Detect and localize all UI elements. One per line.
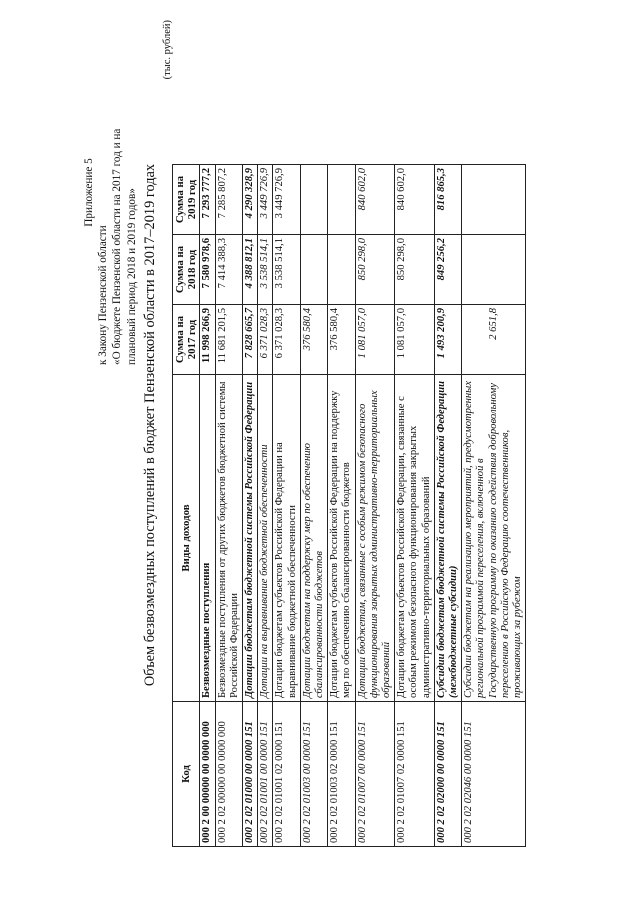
row-value-2017: 11 681 201,5	[215, 305, 242, 375]
row-value-2018	[328, 235, 355, 305]
row-code: 000 2 02 01000 00 0000 151	[243, 702, 258, 847]
row-code: 000 2 02 01007 02 0000 151	[395, 702, 435, 847]
row-value-2019: 3 449 726,9	[258, 165, 273, 235]
table-row	[300, 165, 327, 847]
row-value-2017: 6 371 028,3	[273, 305, 300, 375]
table-row	[328, 165, 355, 847]
row-value-2017: 6 371 028,3	[258, 305, 273, 375]
table-row	[258, 165, 273, 847]
row-value-2019: 7 285 807,2	[215, 165, 242, 235]
row-value-2017: 7 828 665,7	[243, 305, 258, 375]
header-code: Код	[173, 702, 200, 847]
table-row	[243, 165, 258, 847]
row-value-2018: 7 414 388,3	[215, 235, 242, 305]
row-code: 000 2 02 01007 00 0000 151	[355, 702, 395, 847]
table-row	[215, 165, 242, 847]
row-value-2019: 4 290 328,9	[243, 165, 258, 235]
row-value-2018: 7 580 978,6	[200, 235, 215, 305]
row-value-2018: 850 298,0	[355, 235, 395, 305]
appendix-block	[82, 20, 139, 365]
row-value-2018: 849 256,2	[434, 235, 461, 305]
row-code: 000 2 02 01001 02 0000 151	[273, 702, 300, 847]
row-value-2017: 1 081 057,0	[395, 305, 435, 375]
appendix-line: «О бюджете Пензенской области на 2017 год и на	[111, 128, 124, 365]
header-2018: Сумма на 2018 год	[173, 235, 200, 305]
row-code: 000 2 02 01003 02 0000 151	[328, 702, 355, 847]
row-value-2018: 4 388 812,1	[243, 235, 258, 305]
table-row	[395, 165, 435, 847]
row-name: Дотации бюджетам субъектов Российской Федерации, связанные с особым режимом безопасного функционирования закрытых административно-территориальных образований	[395, 375, 435, 702]
row-code: 000 2 02 02000 00 0000 151	[434, 702, 461, 847]
appendix-line: к Закону Пензенской области	[97, 225, 110, 365]
row-value-2018	[462, 235, 526, 305]
row-value-2017: 2 651,8	[462, 305, 526, 375]
row-value-2019	[328, 165, 355, 235]
row-value-2017: 11 998 266,9	[200, 305, 215, 375]
row-name: Безвозмездные поступления	[200, 375, 215, 702]
row-value-2019	[462, 165, 526, 235]
row-value-2019: 840 602,0	[395, 165, 435, 235]
row-value-2017: 376 580,4	[300, 305, 327, 375]
row-name: Дотации бюджетам, связанные с особым режимом безопасного функционирования закрытых административно-территориальных образований	[355, 375, 395, 702]
row-name: Дотации бюджетам на поддержку мер по обеспечению сбалансированности бюджетов	[300, 375, 327, 702]
row-name: Субсидии бюджетам бюджетной системы Российской Федерации (межбюджетные субсидии)	[434, 375, 461, 702]
row-code: 000 2 02 00000 00 0000 000	[215, 702, 242, 847]
document-title: Объем безвозмездных поступлений в бюджет Пензенской области в 2017–2019 годах	[142, 163, 158, 687]
row-value-2019: 7 293 777,2	[200, 165, 215, 235]
row-code: 000 2 00 00000 00 0000 000	[200, 702, 215, 847]
row-value-2019	[300, 165, 327, 235]
table-row	[355, 165, 395, 847]
header-2017: Сумма на 2017 год	[173, 305, 200, 375]
table-header-row	[173, 165, 200, 847]
table-row	[462, 165, 526, 847]
row-name: Дотации на выравнивание бюджетной обеспеченности	[258, 375, 273, 702]
row-code: 000 2 02 02046 00 0000 151	[462, 702, 526, 847]
row-value-2018: 3 538 514,1	[258, 235, 273, 305]
appendix-number: Приложение 5	[83, 158, 95, 227]
row-value-2018	[300, 235, 327, 305]
row-value-2017: 1 493 200,9	[434, 305, 461, 375]
row-name: Дотации бюджетам субъектов Российской Федерации на выравнивание бюджетной обеспеченности	[273, 375, 300, 702]
row-value-2018: 3 538 514,1	[273, 235, 300, 305]
table-row	[200, 165, 215, 847]
row-value-2017: 376 580,4	[328, 305, 355, 375]
header-2019: Сумма на 2019 год	[173, 165, 200, 235]
row-value-2019: 840 602,0	[355, 165, 395, 235]
header-type: Виды доходов	[173, 375, 200, 702]
row-code: 000 2 02 01003 00 0000 151	[300, 702, 327, 847]
row-value-2018: 850 298,0	[395, 235, 435, 305]
row-name: Дотации бюджетам субъектов Российской Федерации на поддержку мер по обеспечению сбалансированности бюджетов	[328, 375, 355, 702]
row-name: Дотации бюджетам бюджетной системы Российской Федерации	[243, 375, 258, 702]
revenue-table	[172, 164, 526, 847]
row-name: Субсидии бюджетам на реализацию мероприятий, предусмотренных региональной программой переселения, включенной в Государственную программу по оказанию содействия добровольному переселению в Российскую Федерацию соотечественников, проживающих за рубежом	[462, 375, 526, 702]
unit-note: (тыс. рублей)	[162, 20, 173, 80]
table-row	[434, 165, 461, 847]
row-value-2017: 1 081 057,0	[355, 305, 395, 375]
row-value-2019: 3 449 726,9	[273, 165, 300, 235]
table-row	[273, 165, 300, 847]
appendix-line: плановый период 2018 и 2019 годов»	[125, 188, 138, 365]
row-code: 000 2 02 01001 00 0000 151	[258, 702, 273, 847]
row-name: Безвозмездные поступления от других бюджетов бюджетной системы Российской Федерации	[215, 375, 242, 702]
row-value-2019: 816 865,3	[434, 165, 461, 235]
